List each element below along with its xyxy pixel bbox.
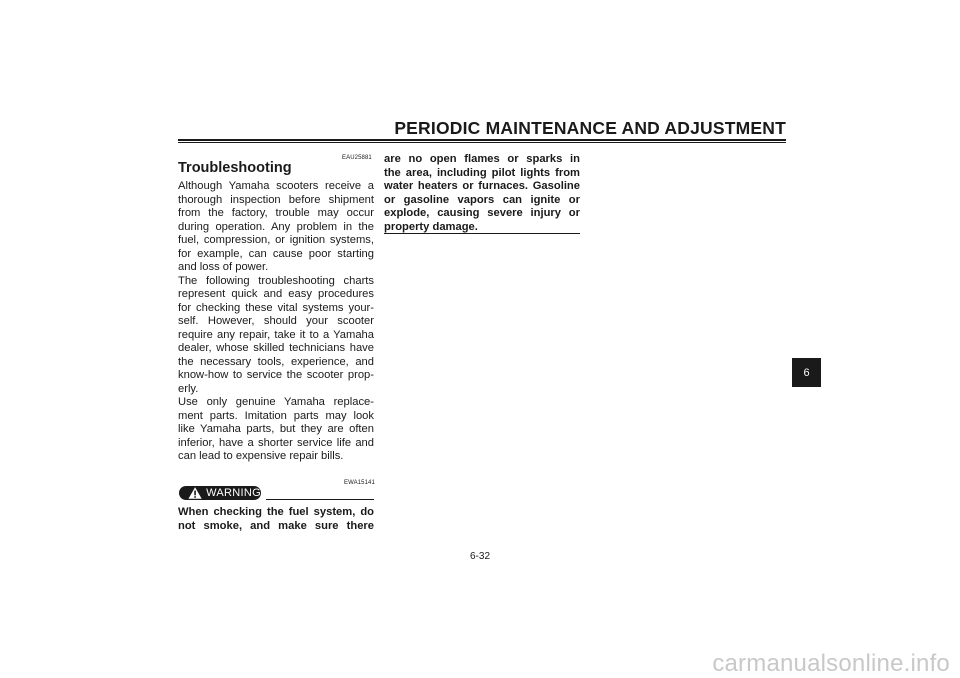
- body-text: [178, 180, 374, 464]
- body-line: and loss of power.: [178, 261, 269, 273]
- chapter-number: 6: [803, 366, 810, 379]
- body-line: during operation. Any problem in the: [178, 220, 374, 233]
- warning-label: WARNING: [206, 487, 261, 499]
- body-line: from the factory, trouble may occur: [178, 207, 374, 219]
- warning-end-rule: [384, 233, 580, 234]
- body-line: The following troubleshooting charts: [178, 274, 374, 287]
- body-line: represent quick and easy procedures: [178, 288, 374, 300]
- body-line: like Yamaha parts, but they are often: [178, 423, 374, 435]
- body-line: ment parts. Imitation parts may look: [178, 409, 374, 422]
- header-rule: [178, 139, 786, 141]
- body-line: inferior, have a shorter service life and: [178, 436, 374, 449]
- body-line: self. However, should your scooter: [178, 315, 374, 327]
- section-code: EAU25881: [342, 155, 372, 161]
- page-title: PERIODIC MAINTENANCE AND ADJUSTMENT: [394, 118, 786, 138]
- body-line: erly.: [178, 382, 199, 395]
- warning-line: or gasoline vapors can ignite or: [384, 193, 580, 206]
- warning-line: not smoke, and make sure there: [178, 519, 374, 532]
- warning-line: are no open flames or sparks in: [384, 153, 580, 165]
- body-line: can lead to expensive repair bills.: [178, 450, 344, 462]
- body-line: know-how to service the scooter prop-: [178, 369, 374, 381]
- watermark: carmanualsonline.info: [712, 650, 950, 677]
- body-line: require any repair, take it to a Yamaha: [178, 328, 374, 341]
- body-line: for example, can cause poor starting: [178, 247, 374, 260]
- body-line: for checking these vital systems your-: [178, 301, 374, 314]
- body-line: Although Yamaha scooters receive a: [178, 180, 374, 192]
- body-line: thorough inspection before shipment: [178, 193, 374, 206]
- warning-text-left: [178, 506, 374, 533]
- page-number: 6-32: [469, 551, 490, 562]
- body-line: Use only genuine Yamaha replace-: [178, 396, 374, 408]
- warning-line: explode, causing severe injury or: [384, 207, 580, 219]
- section-heading: Troubleshooting: [178, 160, 292, 176]
- warning-badge: [179, 486, 261, 500]
- chapter-tab: [792, 358, 821, 387]
- warning-triangle-icon: [188, 486, 202, 500]
- body-line: dealer, whose skilled technicians have: [178, 342, 374, 354]
- warning-line: water heaters or furnaces. Gasoline: [384, 180, 580, 192]
- body-line: fuel, compression, or ignition systems,: [178, 234, 374, 246]
- warning-line: the area, including pilot lights from: [384, 166, 580, 179]
- body-line: the necessary tools, experience, and: [178, 355, 374, 368]
- warning-line: property damage.: [384, 220, 478, 233]
- warning-line: When checking the fuel system, do: [178, 506, 374, 518]
- warning-rule: [266, 499, 374, 500]
- header-rule-thin: [178, 142, 786, 143]
- warning-text-right: [384, 153, 580, 234]
- warning-code: EWA15141: [344, 480, 375, 486]
